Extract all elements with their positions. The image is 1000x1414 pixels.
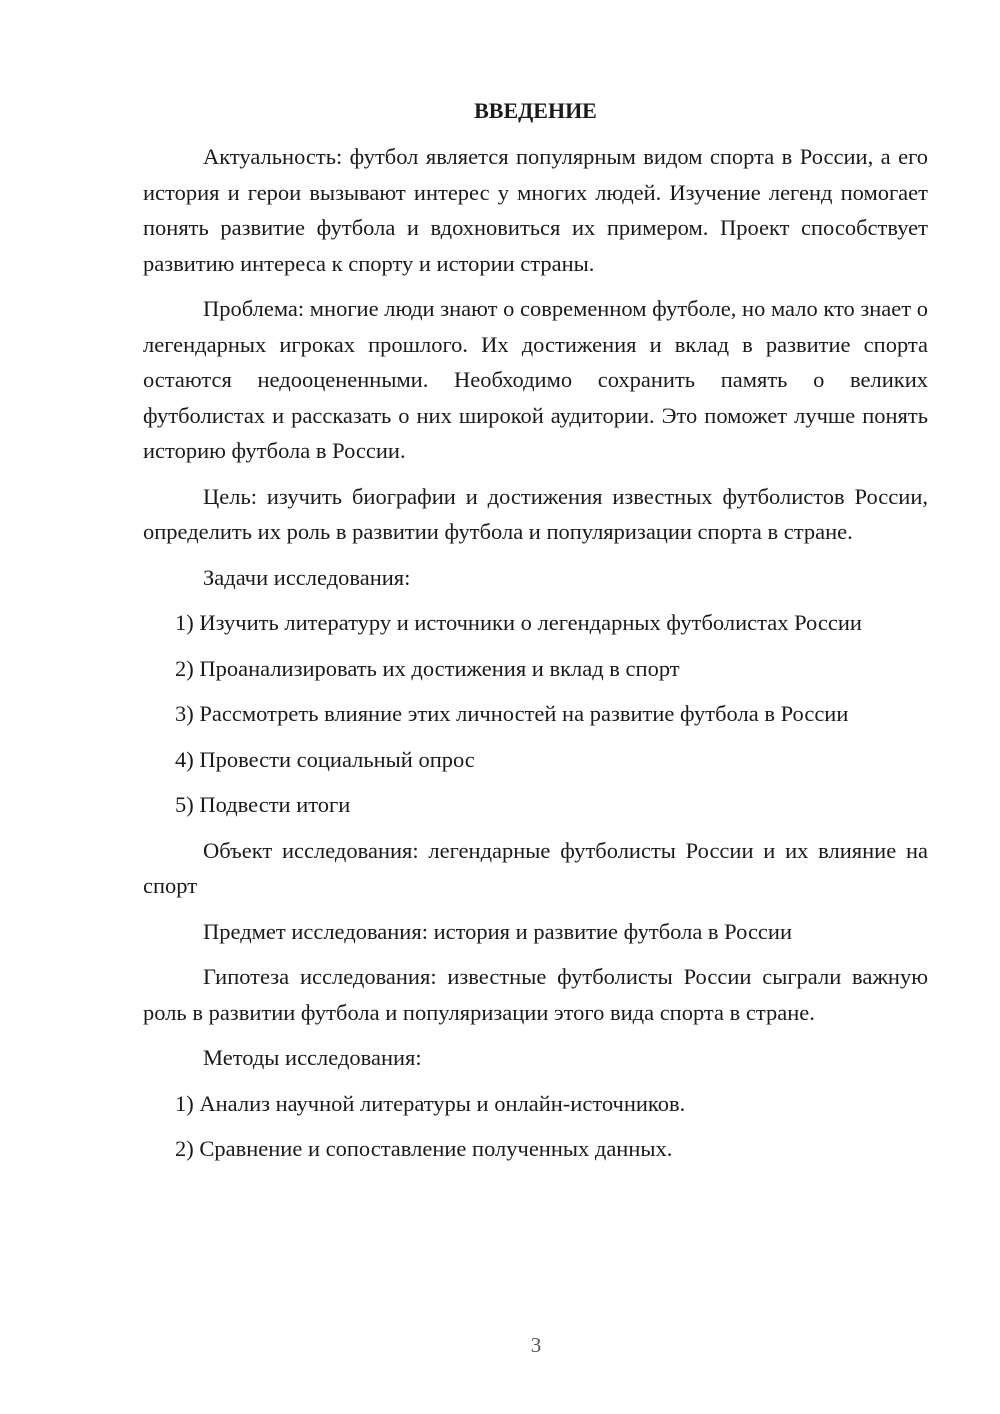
method-item-2: 2) Сравнение и сопоставление полученных данных. <box>175 1136 673 1161</box>
method-item-1: 1) Анализ научной литературы и онлайн-источников. <box>175 1090 686 1116</box>
task-item-2: 2) Проанализировать их достижения и вклад в спорт <box>175 655 680 681</box>
task-item-5: 5) Подвести итоги <box>175 792 351 817</box>
subject-paragraph: Предмет исследования: история и развитие футбола в России <box>203 918 792 944</box>
page-body <box>143 93 928 1177</box>
task-item-4: 4) Провести социальный опрос <box>175 746 475 772</box>
goal-paragraph: Цель: изучить биографии и достижения известных футболистов России, определить их роль в развитии футбола и популяризации спорта в стране. <box>143 483 928 544</box>
tasks-heading: Задачи исследования: <box>203 564 411 590</box>
methods-heading: Методы исследования: <box>203 1045 422 1070</box>
page-title: ВВЕДЕНИЕ <box>474 98 597 123</box>
task-item-3: 3) Рассмотреть влияние этих личностей на развитие футбола в России <box>175 701 849 726</box>
relevance-paragraph: Актуальность: футбол является популярным видом спорта в России, а его история и герои вызывают интерес у многих людей. Изучение легенд помогает понять развитие футбола и вдохновиться их примером. Проект способствует развитию интереса к спорту и истории страны. <box>143 144 928 276</box>
task-item-1: 1) Изучить литературу и источники о легендарных футболистах России <box>175 610 862 635</box>
problem-paragraph: Проблема: многие люди знают о современном футболе, но мало кто знает о легендарных игроках прошлого. Их достижения и вклад в развитие спорта остаются недооцененными. Необходимо сохранить память о великих футболистах и рассказать о них широкой аудитории. Это поможет лучше понять историю футбола в России. <box>143 296 928 463</box>
object-paragraph: Объект исследования: легендарные футболисты России и их влияние на спорт <box>143 837 928 898</box>
page-number: 3 <box>530 1333 542 1357</box>
hypothesis-paragraph: Гипотеза исследования: известные футболисты России сыграли важную роль в развитии футбола и популяризации этого вида спорта в стране. <box>143 964 928 1025</box>
